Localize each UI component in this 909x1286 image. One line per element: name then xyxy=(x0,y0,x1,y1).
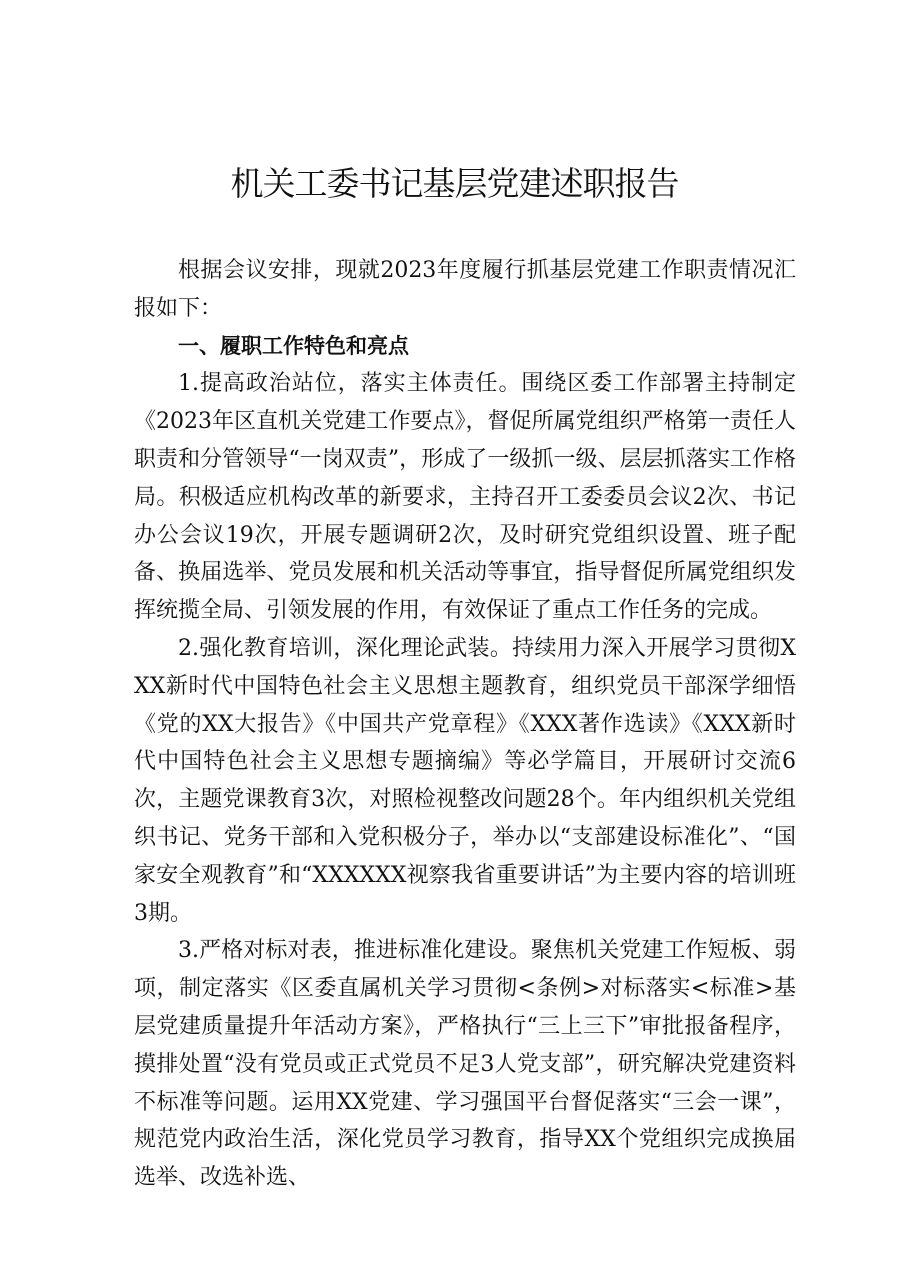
document-body xyxy=(134,252,796,1197)
document-title: 机关工委书记基层党建述职报告 xyxy=(230,164,679,203)
section-heading: 一、履职工作特色和亮点 xyxy=(178,333,409,358)
paragraph-political-stance: 1.提高政治站位，落实主体责任。围绕区委工作部署主持制定《2023年区直机关党建工作要点》，督促所属党组织严格第一责任人职责和分管领导“一岗双责”，形成了一级抓一级、层层抓落实工作格局。积极适应机构改革的新要求，主持召开工委委员会议2次、书记办公会议19次，开展专题调研2次，及时研究党组织设置、班子配备、换届选举、党员发展和机关活动等事宜，指导督促所属党组织发挥统揽全局、引领发展的作用，有效保证了重点工作任务的完成。 xyxy=(134,371,796,624)
intro-paragraph: 根据会议安排，现就2023年度履行抓基层党建工作职责情况汇报如下： xyxy=(134,258,796,321)
paragraph-standardization: 3.严格对标对表，推进标准化建设。聚焦机关党建工作短板、弱项，制定落实《区委直属机关学习贯彻<条例>对标落实<标准>基层党建质量提升年活动方案》，严格执行“三上三下”审批报备程序，摸排处置“没有党员或正式党员不足3人党支部”，研究解决党建资料不标准等问题。运用XX党建、学习强国平台督促落实“三会一课”，规范党内政治生活，深化党员学习教育，指导XX个党组织完成换届选举、改选补选、 xyxy=(134,938,796,1191)
paragraph-education-training: 2.强化教育培训，深化理论武装。持续用力深入开展学习贯彻XXX新时代中国特色社会主义思想主题教育，组织党员干部深学细悟《党的XX大报告》《中国共产党章程》《XXX著作选读》《XXX新时代中国特色社会主义思想专题摘编》等必学篇目，开展研讨交流6次，主题党课教育3次，对照检视整改问题28个。年内组织机关党组织书记、党务干部和入党积极分子，举办以“支部建设标准化”、“国家安全观教育”和“XXXXXX视察我省重要讲话”为主要内容的培训班3期。 xyxy=(134,635,796,926)
